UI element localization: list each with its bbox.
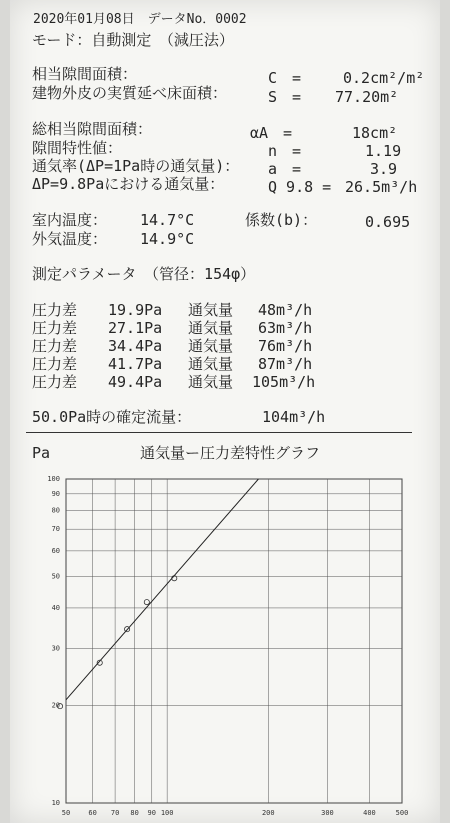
- a-value: 3.9: [370, 160, 398, 178]
- y-tick-label: 50: [51, 572, 60, 581]
- y-tick-label: 40: [51, 603, 60, 612]
- pressure-label: 圧力差: [32, 319, 78, 337]
- x-tick-label: 50: [61, 809, 71, 817]
- fit-line: [66, 479, 258, 700]
- aa-symbol: αA =: [250, 124, 293, 142]
- s-label: 建物外皮の実質延べ床面積：: [32, 84, 228, 102]
- s-value: 77.20m²: [335, 88, 399, 106]
- x-tick-label: 70: [110, 809, 120, 817]
- y-tick-label: 70: [51, 525, 60, 534]
- y-axis-label: Pa: [32, 444, 51, 462]
- pressure-label: 圧力差: [32, 337, 78, 355]
- plot-frame: [66, 479, 402, 803]
- n-symbol: n =: [268, 142, 302, 160]
- flow-label: 通気量: [188, 301, 234, 319]
- chart-title: 通気量ー圧力差特性グラフ: [140, 444, 321, 462]
- c-label: 相当隙間面積：: [32, 65, 138, 83]
- x-tick-label: 90: [147, 809, 156, 817]
- aa-label: 総相当隙間面積：: [32, 120, 153, 138]
- flow-value: 87m³/h: [258, 355, 313, 373]
- flow-label: 通気量: [188, 337, 234, 355]
- flow-value: 63m³/h: [258, 319, 313, 337]
- flow-label: 通気量: [188, 355, 234, 373]
- mode-line: モード：自動測定 （減圧法）: [32, 31, 234, 49]
- y-tick-label: 100: [47, 475, 60, 483]
- n-label: 隙間特性値：: [32, 139, 123, 157]
- aa-value: 18cm²: [352, 124, 398, 142]
- s-symbol: S =: [268, 88, 302, 106]
- outdoor-temp-value: 14.9°C: [140, 230, 195, 248]
- chart: [10, 463, 440, 823]
- pressure-label: 圧力差: [32, 355, 78, 373]
- pressure-label: 圧力差: [32, 373, 78, 391]
- outdoor-temp-label: 外気温度：: [32, 230, 108, 248]
- x-tick-label: 300: [321, 809, 334, 817]
- pressure-value: 27.1Pa: [108, 319, 163, 337]
- n-value: 1.19: [365, 142, 402, 160]
- y-tick-label: 60: [51, 546, 60, 555]
- params-title: 測定パラメータ （管径：154φ）: [32, 265, 256, 283]
- pressure-value: 34.4Pa: [108, 337, 163, 355]
- indoor-temp-value: 14.7°C: [140, 211, 195, 229]
- x-tick-label: 100: [160, 809, 174, 817]
- flow-label: 通気量: [188, 373, 234, 391]
- pressure-value: 49.4Pa: [108, 373, 163, 391]
- printout-paper: [10, 0, 440, 823]
- flow-value: 76m³/h: [258, 337, 313, 355]
- y-tick-label: 30: [51, 644, 60, 653]
- q-value: 26.5m³/h: [345, 178, 418, 196]
- x-tick-label: 500: [395, 809, 409, 817]
- x-tick-label: 60: [88, 809, 97, 817]
- x-tick-label: 400: [363, 809, 376, 817]
- divider-rule: [26, 432, 412, 433]
- a-symbol: a =: [268, 160, 302, 178]
- coefficient-label: 係数(b)：: [245, 211, 318, 229]
- x-tick-label: 200: [261, 809, 275, 817]
- flow-value: 48m³/h: [258, 301, 313, 319]
- c-symbol: C =: [268, 69, 302, 87]
- y-tick-label: 90: [51, 489, 60, 498]
- date-line: 2020年01月08日 データNo．0002: [33, 12, 247, 27]
- c-value: 0.2cm²/m²: [343, 69, 425, 87]
- determined-flow-value: 104m³/h: [262, 408, 326, 426]
- indoor-temp-label: 室内温度：: [32, 211, 108, 229]
- pressure-label: 圧力差: [32, 301, 78, 319]
- determined-flow-label: 50.0Pa時の確定流量：: [32, 408, 192, 426]
- x-tick-label: 80: [130, 809, 139, 817]
- y-tick-label: 80: [51, 506, 60, 515]
- q-label: ΔP=9.8Paにおける通気量：: [32, 175, 225, 193]
- data-point: [144, 599, 149, 604]
- flow-value: 105m³/h: [252, 373, 316, 391]
- coefficient-value: 0.695: [365, 213, 411, 231]
- a-label: 通気率(ΔP=1Pa時の通気量)：: [32, 157, 240, 175]
- pressure-value: 19.9Pa: [108, 301, 163, 319]
- y-tick-label: 20: [51, 701, 60, 710]
- flow-label: 通気量: [188, 319, 234, 337]
- pressure-value: 41.7Pa: [108, 355, 163, 373]
- q-symbol: Q 9.8 =: [268, 178, 332, 196]
- y-tick-label: 10: [51, 799, 60, 807]
